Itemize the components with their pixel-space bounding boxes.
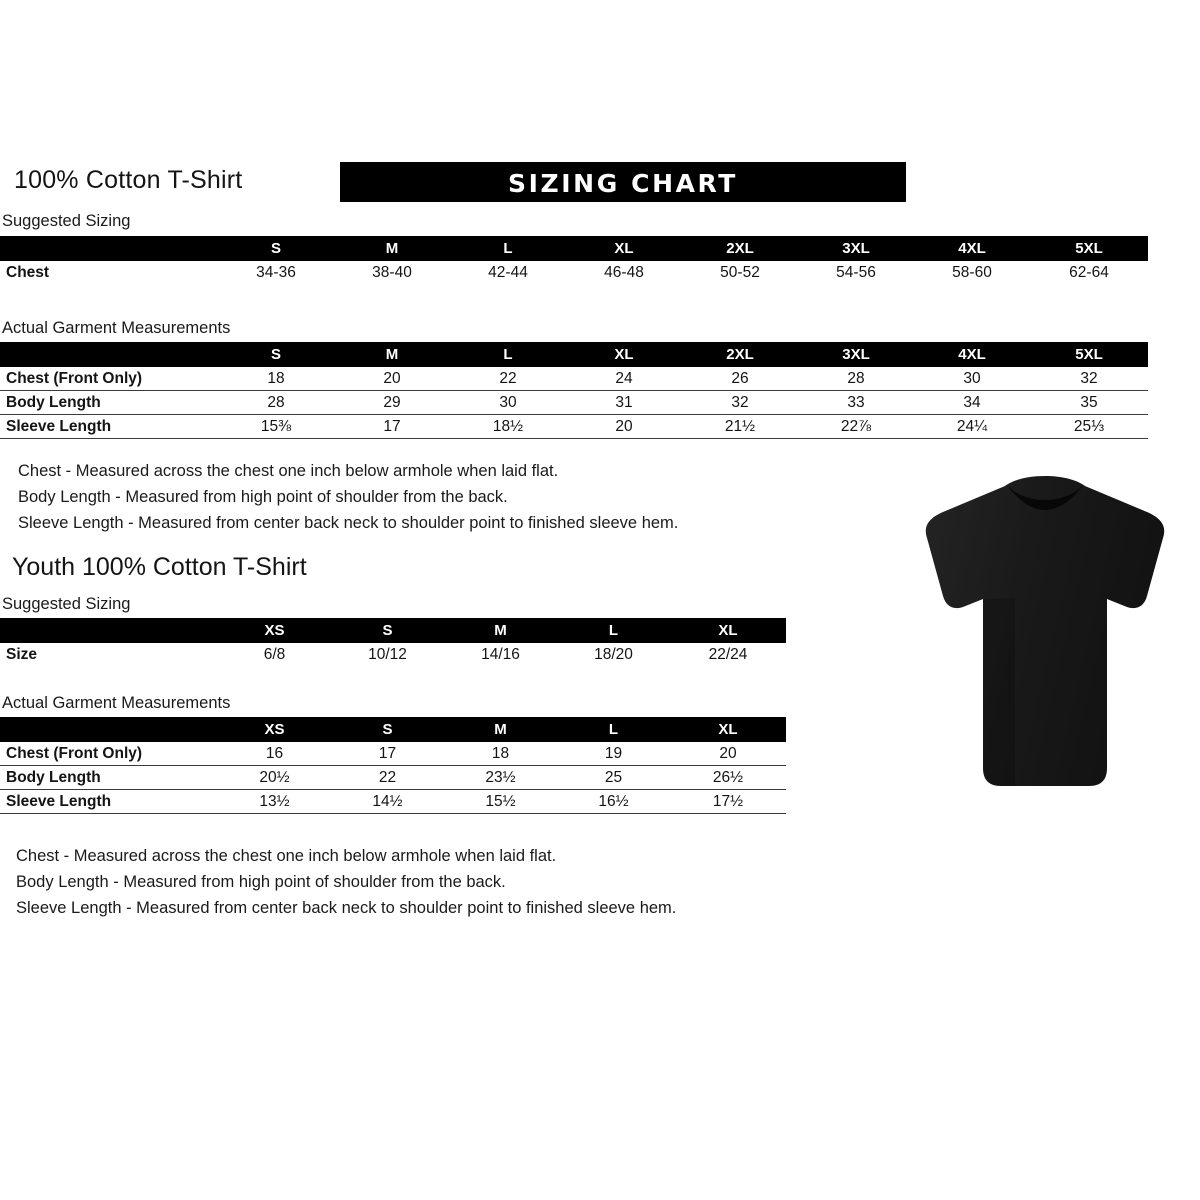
- table-cell: 22: [499, 369, 517, 387]
- row-label: Sleeve Length: [6, 417, 112, 435]
- table-cell: 50-52: [720, 263, 760, 281]
- column-header: 5XL: [1075, 346, 1103, 363]
- table-header-row: [0, 342, 1148, 367]
- adult-section-title: 100% Cotton T-Shirt: [14, 166, 243, 194]
- column-header: L: [503, 346, 513, 363]
- adult-measurement-notes: [18, 458, 678, 536]
- row-label: Sleeve Length: [6, 792, 112, 810]
- table-cell: 35: [1080, 393, 1098, 411]
- note-sleeve-length: Sleeve Length - Measured from center back neck to shoulder point to finished sleeve hem.: [18, 514, 679, 532]
- table-cell: 20½: [259, 768, 290, 786]
- adult-actual-measurements-label: Actual Garment Measurements: [2, 319, 231, 337]
- youth-measurement-notes: [16, 843, 676, 921]
- column-header: 4XL: [958, 240, 986, 257]
- table-cell: 14/16: [481, 645, 520, 663]
- table-cell: 34: [963, 393, 981, 411]
- tshirt-icon: [895, 468, 1195, 808]
- column-header: L: [608, 721, 619, 738]
- table-cell: 17: [378, 744, 397, 762]
- column-header: S: [270, 240, 281, 257]
- column-header: XL: [718, 721, 738, 738]
- row-label: Chest: [6, 263, 50, 281]
- adult-actual-measurements-table: [0, 342, 1148, 439]
- table-row: [0, 261, 1148, 284]
- table-row: [0, 367, 1148, 391]
- column-header: 4XL: [958, 346, 986, 363]
- table-cell: 18: [491, 744, 510, 762]
- row-label: Chest (Front Only): [6, 744, 143, 762]
- youth-actual-measurements-label: Actual Garment Measurements: [2, 694, 231, 712]
- table-cell: 15⅜: [260, 417, 292, 435]
- table-cell: 16: [265, 744, 284, 762]
- table-cell: 25⅓: [1073, 417, 1105, 435]
- row-label: Chest (Front Only): [6, 369, 143, 387]
- table-cell: 26½: [712, 768, 744, 786]
- column-header: M: [494, 721, 507, 738]
- table-cell: 19: [604, 744, 623, 762]
- table-cell: 22: [378, 768, 397, 786]
- table-cell: 20: [383, 369, 401, 387]
- note-sleeve-length: Sleeve Length - Measured from center back neck to shoulder point to finished sleeve hem.: [16, 899, 677, 917]
- column-header: XS: [264, 721, 285, 738]
- column-header: [0, 618, 218, 643]
- note-body-length: Body Length - Measured from high point of shoulder from the back.: [16, 873, 506, 891]
- column-header: 3XL: [842, 240, 870, 257]
- table-cell: 20: [615, 417, 633, 435]
- youth-actual-measurements-table: [0, 717, 786, 814]
- table-cell: 30: [499, 393, 517, 411]
- table-cell: 30: [963, 369, 981, 387]
- table-row: [0, 766, 786, 790]
- table-cell: 14½: [372, 792, 403, 810]
- table-cell: 32: [731, 393, 749, 411]
- column-header: 2XL: [726, 346, 754, 363]
- note-body-length: Body Length - Measured from high point of shoulder from the back.: [18, 488, 508, 506]
- column-header: 2XL: [726, 240, 754, 257]
- table-cell: 38-40: [372, 263, 412, 281]
- table-cell: 25: [604, 768, 623, 786]
- column-header: M: [385, 346, 399, 363]
- table-cell: 22/24: [708, 645, 748, 663]
- table-cell: 18: [267, 369, 285, 387]
- table-cell: 28: [267, 393, 285, 411]
- table-cell: 46-48: [604, 263, 644, 281]
- note-chest: Chest - Measured across the chest one inch below armhole when laid flat.: [18, 462, 559, 480]
- table-cell: 29: [383, 393, 401, 411]
- table-cell: 17½: [712, 792, 744, 810]
- table-row: [0, 742, 786, 766]
- table-cell: 23½: [485, 768, 516, 786]
- table-cell: 26: [731, 369, 749, 387]
- note-chest: Chest - Measured across the chest one inch below armhole when laid flat.: [16, 847, 557, 865]
- table-cell: 31: [615, 393, 633, 411]
- column-header: XS: [264, 622, 285, 639]
- table-header-row: [0, 717, 786, 742]
- table-cell: 62-64: [1069, 263, 1109, 281]
- youth-suggested-sizing-table: [0, 618, 786, 666]
- table-cell: 34-36: [256, 263, 296, 281]
- product-image: [895, 468, 1195, 808]
- column-header: L: [608, 622, 619, 639]
- table-header-row: [0, 618, 786, 643]
- column-header: L: [503, 240, 513, 257]
- table-header-row: [0, 236, 1148, 261]
- table-cell: 6/8: [263, 645, 286, 663]
- table-cell: 21½: [724, 417, 756, 435]
- sizing-chart-banner: [340, 162, 906, 202]
- row-label: Size: [6, 645, 38, 663]
- table-row: [0, 391, 1148, 415]
- table-cell: 32: [1080, 369, 1098, 387]
- column-header: 3XL: [842, 346, 870, 363]
- column-header: S: [382, 721, 393, 738]
- table-cell: 42-44: [488, 263, 528, 281]
- youth-suggested-sizing-label: Suggested Sizing: [2, 595, 131, 613]
- table-row: [0, 643, 786, 666]
- column-header: XL: [614, 240, 634, 257]
- column-header: [0, 342, 218, 367]
- table-cell: 18½: [492, 417, 524, 435]
- table-cell: 24¼: [956, 417, 988, 435]
- youth-section-title: Youth 100% Cotton T-Shirt: [12, 553, 307, 581]
- table-cell: 13½: [259, 792, 290, 810]
- table-cell: 18/20: [594, 645, 633, 663]
- column-header: M: [494, 622, 507, 639]
- table-cell: 16½: [598, 792, 629, 810]
- row-label: Body Length: [6, 768, 101, 786]
- table-cell: 15½: [485, 792, 516, 810]
- column-header: S: [382, 622, 393, 639]
- sizing-chart-banner-label: SIZING CHART: [508, 169, 738, 198]
- column-header: XL: [614, 346, 634, 363]
- table-cell: 24: [615, 369, 633, 387]
- table-row: [0, 415, 1148, 439]
- adult-suggested-sizing-label: Suggested Sizing: [2, 212, 131, 230]
- adult-suggested-sizing-table: [0, 236, 1148, 284]
- table-cell: 58-60: [952, 263, 992, 281]
- column-header: S: [270, 346, 281, 363]
- table-cell: 33: [847, 393, 865, 411]
- table-cell: 54-56: [836, 263, 876, 281]
- table-cell: 28: [847, 369, 865, 387]
- column-header: [0, 236, 218, 261]
- column-header: XL: [718, 622, 738, 639]
- row-label: Body Length: [6, 393, 101, 411]
- column-header: 5XL: [1075, 240, 1103, 257]
- table-row: [0, 790, 786, 814]
- table-cell: 17: [383, 417, 401, 435]
- table-cell: 20: [719, 744, 737, 762]
- column-header: M: [385, 240, 399, 257]
- table-cell: 10/12: [368, 645, 407, 663]
- column-header: [0, 717, 218, 742]
- table-cell: 22⅞: [840, 417, 872, 435]
